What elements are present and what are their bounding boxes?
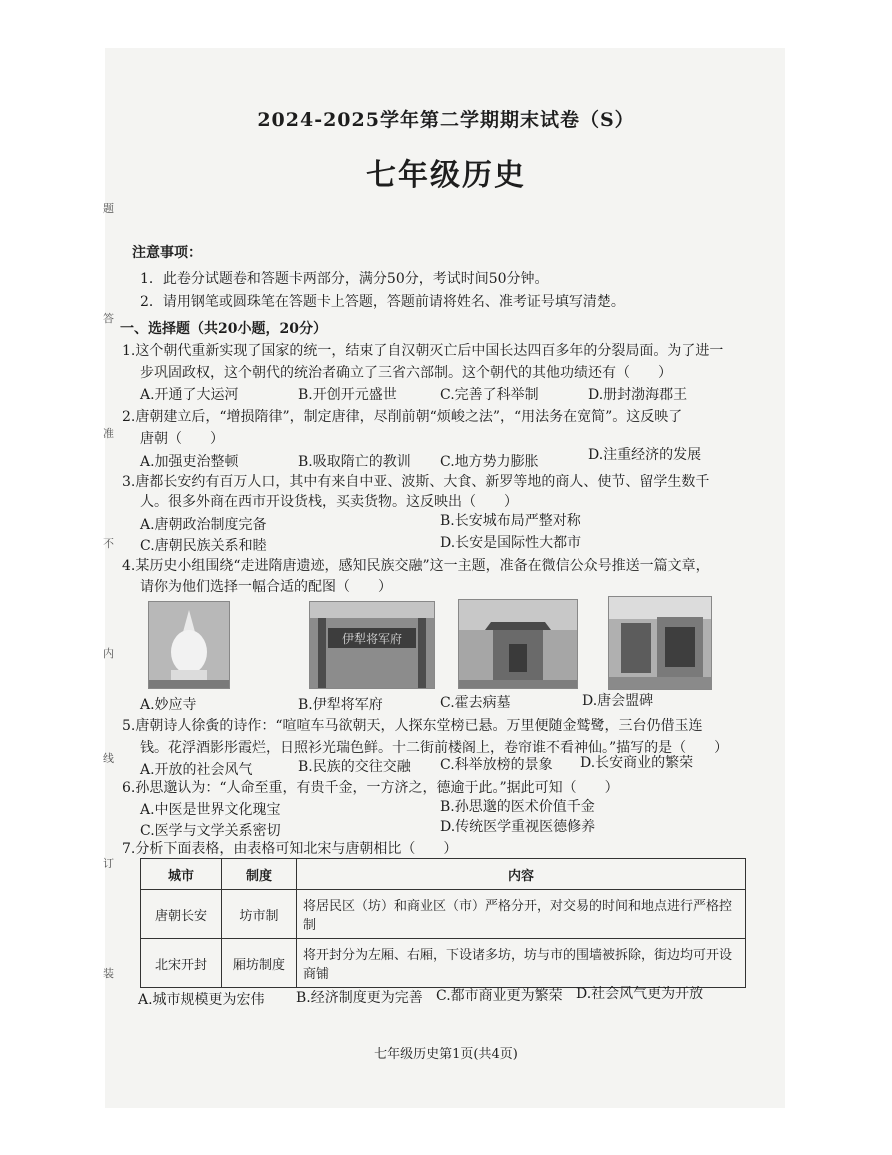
option-a: A.开通了大运河 (140, 387, 239, 403)
column-header: 内容 (297, 859, 746, 890)
option-d: D.传统医学重视医德修养 (440, 819, 596, 835)
question-line: 3.唐都长安约有百万人口，其中有来自中亚、波斯、大食、新罗等地的商人、使节、留学生数千 (122, 474, 710, 490)
option-a: A.城市规模更为宏伟 (138, 992, 265, 1008)
question-line: 6.孙思邈认为：“人命至重，有贵千金，一方济之，德逾于此。”据此可知（ ） (122, 780, 619, 796)
option-b: B.长安城布局严整对称 (440, 513, 581, 529)
option-b: B.开创开元盛世 (298, 387, 397, 403)
option-c: C.地方势力膨胀 (440, 454, 539, 470)
binding-mark: 准 (103, 427, 114, 440)
question-line: 人。很多外商在西市开设货栈，买卖货物。这反映出（ ） (140, 494, 518, 510)
option-b: B.吸取隋亡的教训 (298, 454, 411, 470)
option-a: A.唐朝政治制度完备 (140, 517, 267, 533)
table-cell: 厢坊制度 (222, 939, 297, 988)
table-cell: 将居民区（坊）和商业区（市）严格分开，对交易的时间和地点进行严格控制 (297, 890, 746, 939)
tomb-photo (458, 599, 578, 689)
table-cell: 唐朝长安 (141, 890, 222, 939)
option-d: D.社会风气更为开放 (576, 986, 704, 1002)
option-b: B.经济制度更为完善 (296, 990, 423, 1006)
section-heading: 一、选择题（共20小题，20分） (120, 321, 327, 337)
question-line: 步巩固政权，这个朝代的统治者确立了三省六部制。这个朝代的其他功绩还有（ ） (140, 365, 672, 381)
option-a: A.加强吏治整顿 (140, 454, 239, 470)
binding-mark: 装 (103, 967, 114, 980)
binding-mark: 题 (103, 202, 114, 215)
question-line: 请你为他们选择一幅合适的配图（ ） (140, 579, 392, 595)
option-a: A.妙应寺 (140, 697, 197, 713)
binding-mark: 不 (103, 537, 114, 550)
exam-title: 2024-2025学年第二学期期末试卷（S） (257, 109, 635, 131)
binding-mark: 订 (103, 857, 114, 870)
exam-subject: 七年级历史 (366, 158, 526, 193)
table-header-row (141, 859, 746, 890)
column-header: 城市 (141, 859, 222, 890)
option-c: C.都市商业更为繁荣 (436, 988, 563, 1004)
comparison-table (140, 858, 746, 988)
option-a: A.中医是世界文化瑰宝 (140, 802, 281, 818)
notice-heading: 注意事项： (132, 245, 202, 261)
column-header: 制度 (222, 859, 297, 890)
option-c: C.霍去病墓 (440, 695, 511, 711)
table-row (141, 890, 746, 939)
option-d: D.册封渤海郡王 (588, 387, 688, 403)
table-cell: 北宋开封 (141, 939, 222, 988)
mansion-photo (309, 601, 435, 689)
question-line: 7.分析下面表格，由表格可知北宋与唐朝相比（ ） (122, 841, 458, 857)
table-cell: 坊市制 (222, 890, 297, 939)
option-a: A.开放的社会风气 (140, 762, 253, 778)
notice-item: 1．此卷分试题卷和答题卡两部分，满分50分，考试时间50分钟。 (140, 271, 549, 287)
question-line: 2.唐朝建立后，“增损隋律”，制定唐律，尽削前朝“烦峻之法”，“用法务在宽简”。这反映了 (122, 409, 683, 425)
option-d: D.长安商业的繁荣 (580, 755, 694, 771)
pagoda-photo (148, 601, 230, 689)
option-c: C.完善了科举制 (440, 387, 539, 403)
question-line: 1.这个朝代重新实现了国家的统一，结束了自汉朝灭亡后中国长达四百多年的分裂局面。为了进一 (122, 343, 724, 359)
option-b: B.伊犁将军府 (298, 697, 383, 713)
table-cell: 将开封分为左厢、右厢，下设诸多坊，坊与市的围墙被拆除，街边均可开设商铺 (297, 939, 746, 988)
question-line: 钱。花浮酒影彤霞烂，日照衫光瑞色鲜。十二街前楼阁上，卷帘谁不看神仙。”描写的是（ ） (140, 740, 729, 756)
option-d: D.长安是国际性大都市 (440, 535, 582, 551)
notice-item: 2．请用钢笔或圆珠笔在答题卡上答题，答题前请将姓名、准考证号填写清楚。 (140, 294, 625, 310)
option-c: C.医学与文学关系密切 (140, 823, 281, 839)
option-c: C.科举放榜的景象 (440, 757, 553, 773)
binding-mark: 线 (103, 752, 114, 765)
binding-mark: 答 (103, 312, 114, 325)
option-b: B.孙思邈的医术价值千金 (440, 799, 595, 815)
page-footer: 七年级历史第1页(共4页) (374, 1047, 518, 1062)
option-c: C.唐朝民族关系和睦 (140, 538, 267, 554)
option-d: D.注重经济的发展 (588, 447, 702, 463)
stele-photo (608, 596, 712, 690)
table-row (141, 939, 746, 988)
question-line: 唐朝（ ） (140, 431, 224, 447)
plaque-text: 伊犁将军府 (341, 632, 403, 646)
binding-mark: 内 (103, 647, 114, 660)
question-line: 4.某历史小组围绕“走进隋唐遗迹，感知民族交融”这一主题，准备在微信公众号推送一篇文章， (122, 558, 710, 574)
option-b: B.民族的交往交融 (298, 759, 411, 775)
option-d: D.唐会盟碑 (582, 693, 654, 709)
question-line: 5.唐朝诗人徐夤的诗作：“喧喧车马欲朝天，人探东堂榜已悬。万里便随金鹫鹭，三台仍借玉连 (122, 718, 703, 734)
